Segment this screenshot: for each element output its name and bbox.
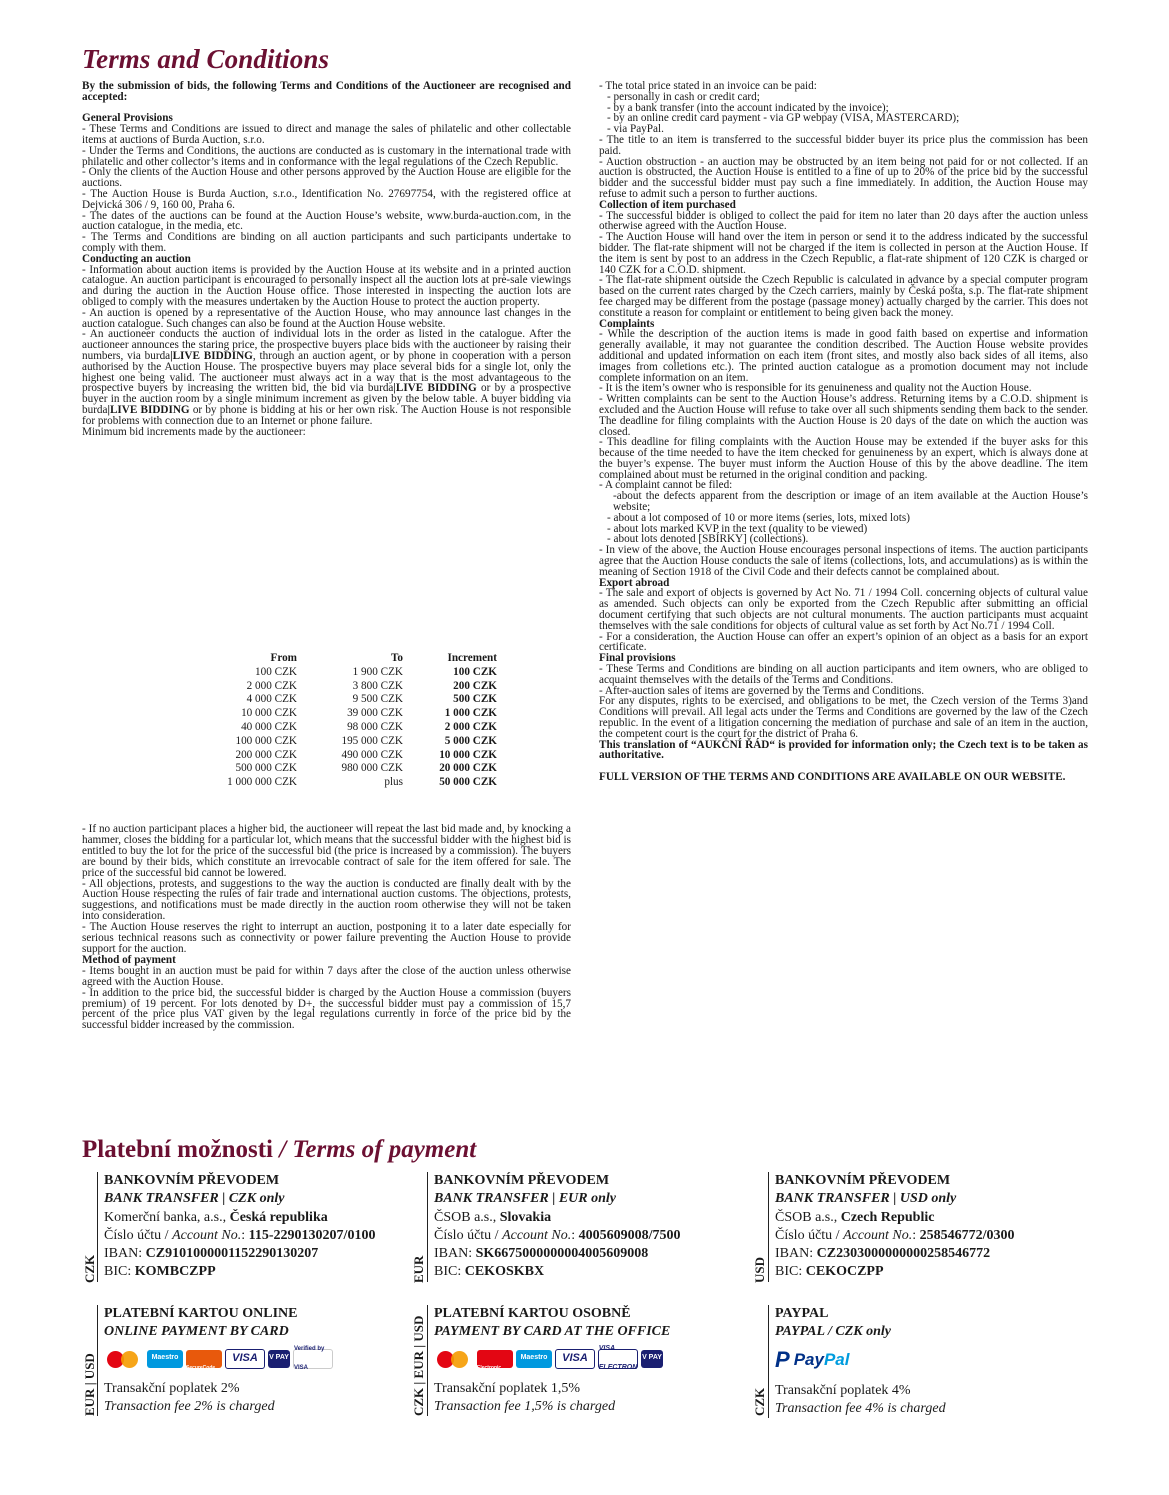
complaint-exclusion: - about lots denoted [SBÍRKY] (collections). <box>607 533 809 546</box>
table-cell: 10 000 CZK <box>439 748 497 761</box>
paypal-logo: P PayPal <box>775 1347 850 1373</box>
general-heading: General Provisions <box>82 112 173 125</box>
table-row <box>210 680 497 694</box>
payment-method-p2: - In addition to the price bid, the successful bidder is charged by the Auction House a commission (buyers premium) of 19 percent. For lots denoted by D+, the successful bidder must pay a commission of 15,7 percent of the price plus VAT given by the legal regulations currently in force of the price bid by the successful bidder increased by the commission. <box>82 986 571 1032</box>
table-cell: 4 000 CZK <box>246 693 297 706</box>
table-cell: 100 CZK <box>255 665 297 678</box>
payment-method-p1: - Items bought in an auction must be paid for within 7 days after the close of the auction unless otherwise agreed with the Auction House. <box>82 964 571 988</box>
general-p6: - The Terms and Conditions are binding on all auction participants and such participants undertake to comply with them. <box>82 231 571 254</box>
visa-logo: VISA <box>555 1349 595 1369</box>
payment-method-p4: - The title to an item is transferred to the successful bidder buyer its price plus the commission has been paid. <box>599 133 1088 157</box>
table-cell: 2 000 CZK <box>444 720 497 733</box>
conducting-p4: Minimum bid increments made by the auctioneer: <box>82 425 306 438</box>
table-cell: 3 800 CZK <box>352 679 403 692</box>
general-p1: - These Terms and Conditions are issued to direct and manage the sales of philatelic and other collectable items at auctions of Burda Auction, s.r.o. <box>82 123 571 146</box>
mastercard-logo <box>104 1350 144 1368</box>
table-cell: 5 000 CZK <box>444 734 497 747</box>
table-cell: 20 000 CZK <box>439 762 497 775</box>
bic: KOMBCZPP <box>134 1264 216 1280</box>
general-p5: - The dates of the auctions can be found at the Auction House’s website, www.burda-auction.com, in the auction catalogue, in the media, etc. <box>82 209 571 233</box>
live-bidding-label: |LIVE BIDDING <box>107 403 190 416</box>
collection-heading: Collection of item purchased <box>599 198 736 211</box>
table-cell: 500 CZK <box>453 693 497 706</box>
table-cell: 195 000 CZK <box>341 734 403 747</box>
table-row <box>210 707 497 721</box>
currency-label: EUR <box>411 1255 426 1283</box>
bic: CEKOSKBX <box>464 1264 545 1280</box>
vpay-logo: V PAY <box>268 1350 290 1368</box>
online-card-payment: PLATEBNÍ KARTOU ONLINE ONLINE PAYMENT BY CARD Maestro MasterCard SecureCode VISA V PAY Verified by VISA Transakční poplatek 2% Transaction fee 2% is charged <box>97 1305 404 1416</box>
live-bidding-label: |LIVE BIDDING <box>170 349 253 362</box>
table-cell: 39 000 CZK <box>347 707 403 720</box>
translation-note: This translation of “AUKČNÍ ŘÁD“ is provided for information only; the Czech text is to be taken as authoritative. <box>599 738 1088 762</box>
table-row <box>210 693 497 707</box>
visa-electron-logo: VISA ELECTRON <box>598 1345 638 1371</box>
complaints-p1: - While the description of the auction items is made in good faith based on expertise and information generally available, it may not guarantee the condition described. The Auction House website provides additional and updated information on each item (front sites, and mostly also back sides of all items, also images from colletions etc.). The printed auction catalogue as a promotion document may not include complete information on an item. <box>599 328 1088 384</box>
mastercard-electronic-logo: MasterCard Electronic <box>477 1350 513 1368</box>
collection-p2: - The Auction House will hand over the item in person or send it to the address indicated by the successful bidder. The flat-rate shipment will not be charged if the item is collected in person at the Auction House. If the item is sent by post to an address in the Czech Republic, a flat-rate shipment of 120 CZK is charged or 140 CZK for a C.O.D. shipment. <box>599 231 1088 276</box>
terms-right-column <box>599 81 1088 783</box>
conducting-heading: Conducting an auction <box>82 252 191 265</box>
paypal-payment: PAYPAL PAYPAL / CZK only P PayPal Transakční poplatek 4% Transaction fee 4% is charged <box>768 1305 1075 1418</box>
table-row <box>210 749 497 763</box>
export-p2: - For a consideration, the Auction House can offer an expert’s opinion of an object as a basis for an export certificate. <box>599 630 1088 654</box>
table-cell: 9 500 CZK <box>352 693 403 706</box>
conducting-p1: - Information about auction items is provided by the Auction House at its website and in a printed auction catalogue. An auction participant is encouraged to personally inspect all the auction lots at pre-sale viewings and during the auction in the Auction House office. Those interested in inspecting the auction lots are obliged to comply with the measures undertaken by the Auction House to protect the auction property. <box>82 263 571 308</box>
export-heading: Export abroad <box>599 576 670 589</box>
maestro-logo: Maestro <box>147 1350 183 1368</box>
payment-method-p3: - The total price stated in an invoice can be paid: <box>599 80 817 92</box>
bank-transfer-czk: BANKOVNÍM PŘEVODEM BANK TRANSFER | CZK only Komerční banka, a.s., Česká republika Číslo účtu / Account No.: 115-2290130207/0100 IBAN: CZ9101000001152290130207 BIC: KOMBCZPP <box>97 1172 404 1282</box>
currency-label: CZK | EUR | USD <box>411 1315 426 1416</box>
table-cell: 40 000 CZK <box>241 720 297 733</box>
iban: CZ9101000001152290130207 <box>145 1246 319 1262</box>
account-number: 115-2290130207/0100 <box>248 1227 376 1243</box>
mastercard-logo <box>434 1350 474 1368</box>
payment-option: - via PayPal. <box>607 123 664 136</box>
currency-label: CZK <box>752 1387 767 1416</box>
complaints-heading: Complaints <box>599 317 655 330</box>
payment-method-p5: - Auction obstruction - an auction may be obstructed by an item being not paid for or not collected. If an auction is obstructed, the Auction House is entitled to a fine of up to 20% of the price bid by the successful bidder and the successful bidder must pay such a fine immediately. In addition, the Auction House may refuse to admit such a person to further auctions. <box>599 155 1088 200</box>
final-p1: - These Terms and Conditions are binding on all auction participants and item owners, who are obliged to acquaint themselves with the details of the Terms and Conditions. <box>599 663 1088 686</box>
column-header: From <box>270 652 297 664</box>
after-p2: - All objections, protests, and suggestions to the way the auction is conducted are finally dealt with by the Auction House respecting the rules of fair trade and international auction customs. The objections, protests, suggestions, and notifications must be made directly in the auction room otherwise they will not be taken into consideration. <box>82 877 571 923</box>
general-p4: - The Auction House is Burda Auction, s.r.o., Identification No. 27697754, with the registered office at Dejvická 306 / 9, 160 00, Praha 6. <box>82 187 571 211</box>
collection-p1: - The successful bidder is obliged to collect the paid for item no later than 20 days after the auction unless otherwise agreed with the Auction House. <box>599 209 1088 233</box>
final-heading: Final provisions <box>599 652 676 665</box>
column-header: Increment <box>447 652 497 664</box>
payment-option: - by an online credit card payment - via GP webpay (VISA, MASTERCARD); <box>607 112 960 125</box>
card-logos <box>104 1348 404 1370</box>
table-row <box>210 762 497 776</box>
after-p1: - If no auction participant places a higher bid, the auctioneer will repeat the last bid made and, by knocking a hammer, closes the bidding for a particular lot, which means that the successful bidder with the highest bid is entitled to buy the lot for the price of the successful bid (the price is increased by a commission). The buyers are bound by their bids, which constitute an irrevocable contract of sale for the item offered for sale. The price of the successful bid cannot be lowered. <box>82 823 571 879</box>
table-cell: 2 000 CZK <box>246 679 297 692</box>
complaints-p6: - In view of the above, the Auction House encourages personal inspections of items. The auction participants agree that the Auction House conducts the sale of items (collections, lots, and accumulations) as is within the meaning of Section 1918 of the Civil Code and their defects cannot be complained about. <box>599 544 1088 578</box>
terms-left-column <box>82 81 571 437</box>
visa-logo: VISA <box>225 1349 265 1369</box>
bank-transfer-eur: BANKOVNÍM PŘEVODEM BANK TRANSFER | EUR only ČSOB a.s., Slovakia Číslo účtu / Account No.: 4005609008/7500 IBAN: SK6675000000004005609008 BIC: CEKOSKBX <box>427 1172 734 1282</box>
card-logos <box>434 1345 734 1371</box>
complaints-p5: - A complaint cannot be filed: <box>599 479 733 492</box>
table-cell: 1 000 CZK <box>444 707 497 720</box>
securecode-logo: MasterCard SecureCode <box>186 1350 222 1368</box>
table-row <box>210 666 497 680</box>
maestro-logo: Maestro <box>516 1350 552 1368</box>
paypal-icon: P <box>775 1347 790 1373</box>
complaints-p2: - It is the item’s owner who is responsible for its genuineness and quality not the Auction House. <box>599 382 1032 395</box>
table-cell: 200 CZK <box>453 679 497 692</box>
table-cell: 100 000 CZK <box>235 734 297 747</box>
table-header-row <box>210 652 497 666</box>
complaint-exclusion: - about lots marked KVP in the text (quality to be viewed) <box>607 522 868 535</box>
intro-text: By the submission of bids, the following Terms and Conditions of the Auctioneer are recognised and accepted: <box>82 80 571 103</box>
iban: CZ2303000000000258546772 <box>816 1246 991 1262</box>
table-row <box>210 735 497 749</box>
currency-label: USD <box>752 1256 767 1283</box>
table-row <box>210 776 497 790</box>
complaints-p3: - Written complaints can be sent to the Auction House’s address. Returning items by a C.O.D. shipment is excluded and the Auction House will refuse to take over all such shipments sending them back to the sender. The deadline for filing complaints with the Auction House is 20 days of the date on which the auction was closed. <box>599 393 1088 438</box>
table-row <box>210 721 497 735</box>
website-note: FULL VERSION OF THE TERMS AND CONDITIONS ARE AVAILABLE ON OUR WEBSITE. <box>599 771 1066 783</box>
account-number: 4005609008/7500 <box>578 1227 681 1243</box>
payment-option: - personally in cash or credit card; <box>607 90 760 103</box>
general-p2: - Under the Terms and Conditions, the auctions are conducted as is customary in the international trade with philatelic and other collector’s items and in conformance with the legal regulations of the Czech Republic. <box>82 144 571 168</box>
table-cell: 1 900 CZK <box>352 665 403 678</box>
table-cell: 500 000 CZK <box>235 762 297 775</box>
general-p3: - Only the clients of the Auction House and other persons approved by the Auction House are eligible for the auctions. <box>82 166 571 190</box>
table-cell: plus <box>384 776 403 789</box>
collection-p3: - The flat-rate shipment outside the Czech Republic is calculated in advance by a special computer program based on the current rates charged by the Czech carriers, mainly by Česká pošta, s.p. The flat-rate shipment fee charged may be different from the postage (passage money) actually charged by the carrier. This does not constitute a reason for complaint or entitlement to being given back the money. <box>599 274 1088 319</box>
live-bidding-label: |LIVE BIDDING <box>393 382 477 395</box>
verified-by-visa-logo: Verified by VISA <box>293 1349 333 1369</box>
iban: SK6675000000004005609008 <box>475 1246 649 1262</box>
account-number: 258546772/0300 <box>919 1227 1015 1243</box>
table-cell: 100 CZK <box>453 665 497 678</box>
terms-left-lower <box>82 824 571 1031</box>
table-cell: 98 000 CZK <box>347 720 403 733</box>
conducting-p2: - An auction is opened by a representative of the Auction House, who may announce last changes in the auction catalogue. Such changes can also be found at the Auction House website. <box>82 306 571 330</box>
final-p2: - After-auction sales of items are governed by the Terms and Conditions. <box>599 684 925 697</box>
table-cell: 490 000 CZK <box>341 748 403 761</box>
office-card-payment: PLATEBNÍ KARTOU OSOBNĚ PAYMENT BY CARD AT THE OFFICE MasterCard Electronic Maestro VISA VISA ELECTRON V PAY Transakční poplatek 1,5% Transaction fee 1,5% is charged <box>427 1305 734 1416</box>
conducting-p3: - An auctioneer conducts the auction of individual lots in the order as listed in the catalogue. After the auctioneer announces the staring price, the prospective buyers place bids with the auctioneer by raising their numbers, via burda|LIVE BIDDING, through an auction agent, or by phone in cooperation with a person authorised by the Auction House. The prospective buyers may place several bids for a single lot, only the highest one being valid. The auctioneer must always act in a way that is the most advantageous to the prospective buyers by increasing the written bid, the bid via burda|LIVE BIDDING or by a prospective buyer in the auction room by a single minimum increment as given by the below table. A buyer bidding via burda|LIVE BIDDING or by phone is bidding at his or her own risk. The Auction House is not responsible for problems with connection due to an Internet or phone failure. <box>82 328 572 427</box>
bid-increments-table <box>210 652 497 790</box>
currency-label: CZK <box>82 1254 97 1283</box>
payment-method-heading: Method of payment <box>82 953 176 966</box>
payment-option: - by a bank transfer (into the account indicated by the invoice); <box>607 101 889 114</box>
after-p3: - The Auction House reserves the right to interrupt an auction, postponing it to a later date especially for serious technical reasons such as connectivity or power failure preventing the Auction House to provide support for the auction. <box>82 921 571 955</box>
export-p1: - The sale and export of objects is governed by Act No. 71 / 1994 Coll. concerning objects of cultural value as amended. Such objects can only be exported from the Czech Republic after submitting an official document certifying that such objects are not cultural monuments. The auction participants must acquaint themselves with the sale conditions for objects of cultural value as set forth by Act No.71 / 1994 Coll. <box>599 587 1088 632</box>
table-cell: 1 000 000 CZK <box>227 776 297 789</box>
table-cell: 200 000 CZK <box>235 748 297 761</box>
complaint-exclusion: - about a lot composed of 10 or more items (series, lots, mixed lots) <box>607 511 910 524</box>
complaints-p4: - This deadline for filing complaints with the Auction House may be extended if the buyer asks for this because of the time needed to have the item checked for genuineness by an expert, which is always done at the buyer’s expense. The buyer must inform the Auction House of this by the above deadline. The item complained about must be returned in the original condition and packing. <box>599 436 1088 481</box>
currency-label: EUR | USD <box>82 1353 97 1416</box>
final-p3: For any disputes, rights to be exercised, and obligations to be met, the Czech version of the Terms 3)and Conditions will prevail. All legal acts under the Terms and Conditions are governed by the law of the Czech republic. In the event of a litigation concerning the mediation of purchase and sale of an item in the auction, the competent court is the court for the district of Praha 6. <box>599 695 1088 740</box>
table-cell: 980 000 CZK <box>341 762 403 775</box>
page-title: Terms and Conditions <box>82 44 330 74</box>
bank-transfer-usd: BANKOVNÍM PŘEVODEM BANK TRANSFER | USD only ČSOB a.s., Czech Republic Číslo účtu / Account No.: 258546772/0300 IBAN: CZ2303000000000258546772 BIC: CEKOCZPP <box>768 1172 1075 1282</box>
column-header: To <box>390 652 403 664</box>
table-cell: 10 000 CZK <box>241 707 297 720</box>
complaint-exclusion: -about the defects apparent from the description or image of an item available at the Auction House’s website; <box>613 490 1088 514</box>
table-cell: 50 000 CZK <box>439 776 497 789</box>
vpay-logo: V PAY <box>641 1350 663 1368</box>
payment-section-title: Platební možnosti / Terms of payment <box>82 1136 477 1163</box>
bic: CEKOCZPP <box>805 1264 884 1280</box>
